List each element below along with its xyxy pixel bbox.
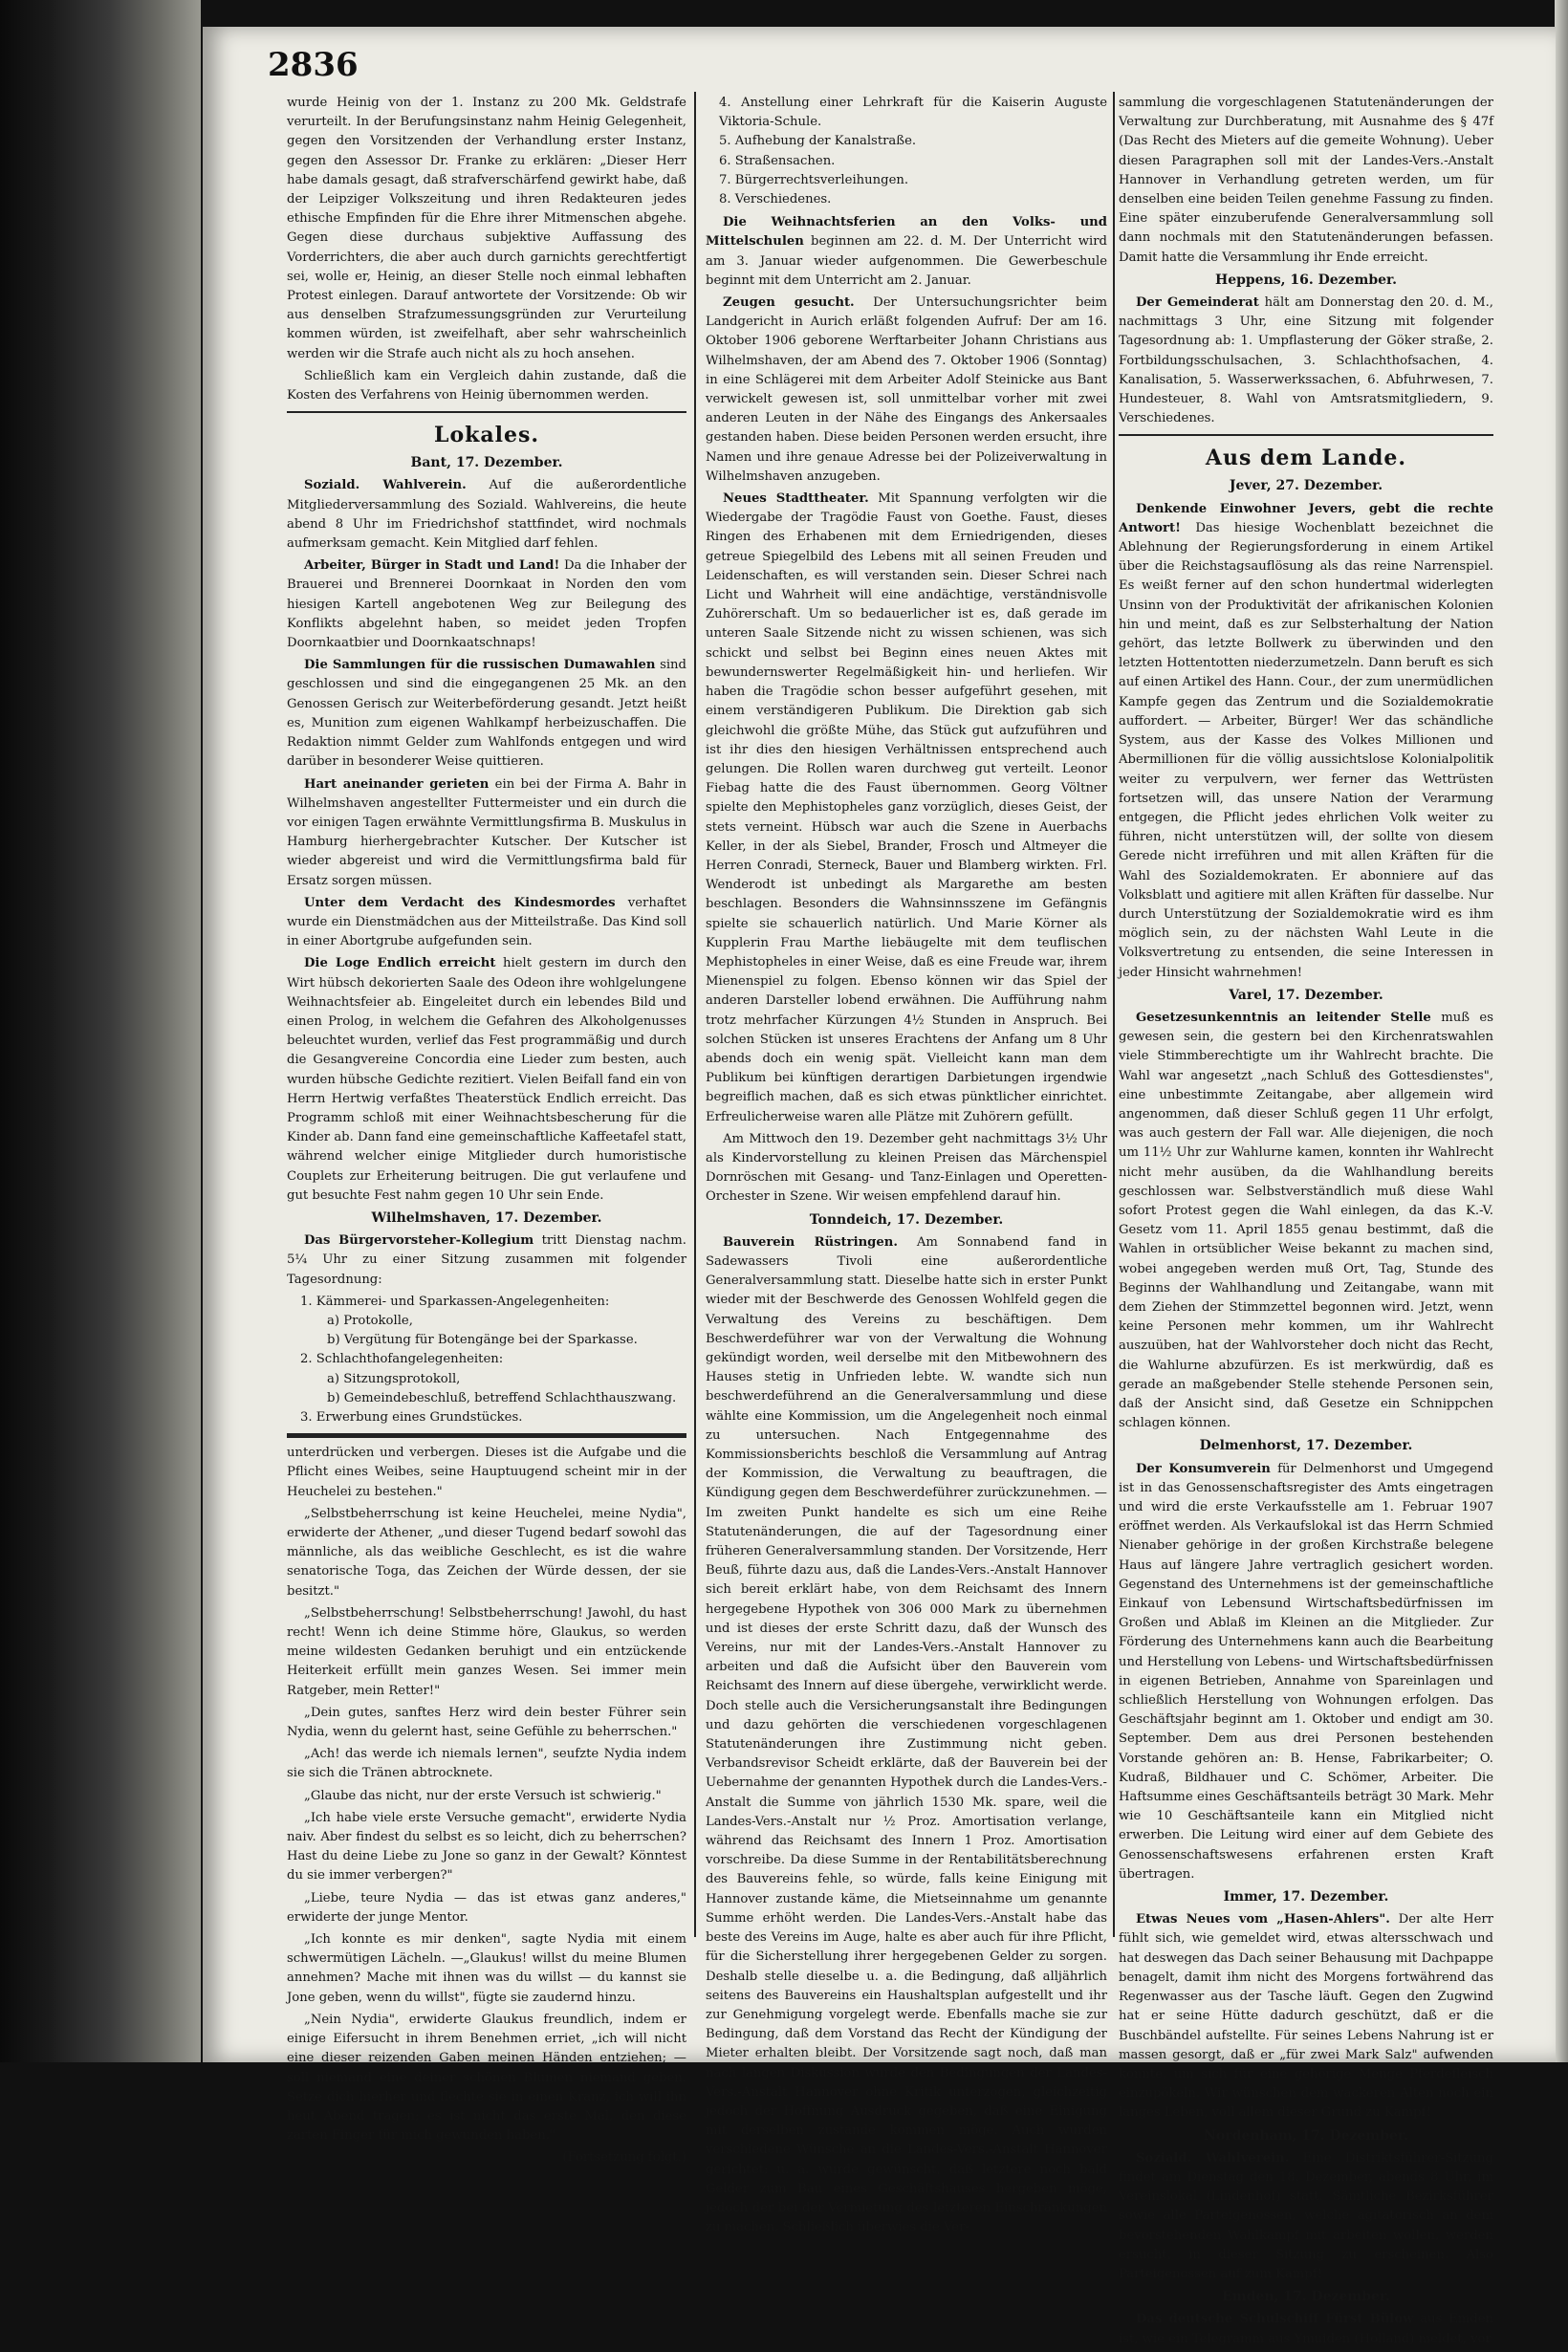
news-item-lead: Neues Stadttheater. — [723, 491, 869, 507]
news-item-lead: Die Weihnachtsferien an den Volks- und Mittelschulen — [706, 215, 1107, 250]
section-heading-aus-dem-lande: Aus dem Lande. — [1205, 446, 1407, 471]
news-item — [706, 490, 1107, 1127]
agenda-item: 2. Schlachthofangelegenheiten: — [300, 1352, 504, 1367]
divider — [287, 411, 686, 413]
column-1 — [287, 94, 686, 2168]
news-item — [287, 656, 686, 772]
article-text: Schließlich kam ein Vergleich dahin zustande, daß die Kosten des Verfahrens von Heinig übernommen werden. — [287, 368, 686, 403]
book-binding — [0, 0, 201, 2062]
feuilleton-text: „Ach! das werde ich niemals lernen", seufzte Nydia indem sie sich die Tränen abtrocknete. — [287, 1747, 686, 1781]
news-item-text: muß es gewesen sein, die gestern bei den Kirchenratswahlen viele Stimmberechtigte um ihr Wahlrecht brachte. Die Wahl war angesetzt „nach Schluß des Gottesdienstes", eine unbestimmte Zeitangabe, aber allgemein wird angenommen, daß dieser Schluß gegen 11 Uhr erfolgt, was auch gestern der Fall war. Alle diejenigen, die noch um 11½ Uhr zur Wahlurne kamen, konnten ihr Wahlrecht nicht mehr ausüben, da die Wahlhandlung bereits geschlossen war. Selbstverständlich muß diese Wahl sofort Protest gegen die Wahl einlegen, da das K.-V. Gesetz vom 11. April 1855 genau bestimmt, daß die Wahlen in ortsüblicher Weise bekannt zu machen sind, wobei angegeben werden muß Ort, Tag, Stunde des Beginns der Wahlhandlung und Zeitangabe, wann mit dem Ziehen der Stimmzettel begonnen wird. Jetzt, wenn keine Personen mehr kommen, um ihr Wahlrecht auszuüben, hat der Wahlvorsteher doch nicht das Recht, die Wahlurne abzufürzen. Es ist merkwürdig, daß es gerade an maßgebender Stelle stehende Personen sein, daß der Ansicht sind, daß Gesetze ein Schnippchen schlagen können. — [1119, 1010, 1494, 1431]
news-item-text: aus Emden ist, wie ein Telegramm aus Ymuiden (Holland) meldet, vor — [1119, 2312, 1493, 2346]
news-item-lead: Die Loge Endlich erreicht — [304, 956, 496, 971]
column-3 — [1119, 94, 1493, 2352]
news-item-text: Eine Distriktsführer-Sitzung findet am Dienstag den 18. Dezember, abends 8 Uhr, im Vereinslokal (Lindenhof) statt. Sämtliche Bezirksführer sowie alle Parteigenossen, welche agitatorisch an dem bevorstehenden Wahlkampf mit arbeiten wollen, werden ersucht, in dieser Sitzung zu erscheinen. Also Parteigenossen auf zum Kampf! — [1119, 2150, 1493, 2281]
agenda-subitem: a) Sitzungsprotokoll, — [327, 1371, 461, 1386]
news-item-text: Das hiesige Wochenblatt bezeichnet die Ablehnung der Regierungsforderung in einem Artikel über die Reichstagsauflösung als das reine Narrenspiel. Es weißt ferner auf den schon hundertmal widerlegten Unsinn von der Produktivität der afrikanischen Kolonien hin und meint, daß es zur Selbsterhaltung der Nation gehört, das letzte Bollwerk zu überwinden und den letzten Hottentotten niederzumetzeln. Dann beruft es sich auf einen Artikel des Hann. Cour., der zum unermüdlichen Kampfe gegen das Zentrum und die Sozialdemokratie auffordert. — Arbeiter, Bürger! Wer das schändliche System, aus der Kasse des Volkes Millionen und Abermillionen für die völlig aussichtslose Kolonialpolitik weiter zu verpulvern, wer ferner das Wettrüsten fortsetzen will, das unsere Nation der Verarmung entgegen, die Pflicht jedes ehrlichen Volk weiter zu führen, nicht unterstützen will, der sollte von diesem Gerede nicht irreführen und mit allen Kräften für die Wahl des Sozialdemokraten. Er abonniere auf das Volksblatt und agitiere mit allen Kräften für dasselbe. Nur durch Unterstützung der Sozialdemokratie wird es ihm möglich sein, zu der nächsten Wahl Leute in die Volksvertretung zu entsenden, die seine Interessen in jeder Hinsicht wahrnehmen! — [1119, 520, 1493, 980]
divider — [1119, 434, 1493, 436]
dateline: Jever, 27. Dezember. — [1229, 478, 1383, 494]
news-item — [1119, 2149, 1493, 2284]
column-rule — [1113, 92, 1115, 1937]
feuilleton-text: „Glaube das nicht, nur der erste Versuch ist schwierig." — [304, 1788, 662, 1803]
agenda-list — [719, 94, 1107, 209]
news-item — [706, 294, 1107, 487]
dateline: Immer, 17. Dezember. — [1223, 1889, 1389, 1906]
feuilleton-text: unterdrücken und verbergen. Dieses ist die Aufgabe und die Pflicht eines Weibes, seine Hauptuugend scheint mir in der Heuchelei zu bestehen." — [287, 1446, 686, 1499]
dateline: Wilhelmshaven, 17. Dezember. — [371, 1209, 602, 1226]
news-item — [1119, 1009, 1493, 1433]
news-item-text: Der alte Herr fühlt sich, wie gemeldet wird, etwas altersschwach und hat deswegen das Dach seiner Behausung mit Dachpappe benagelt, damit ihm nicht des Morgens fortwährend das Regenwasser aus der Tasche läuft. Gegen den Zugwind hat er seine Hütte dadurch geschützt, daß er die Buschbändel aufstellte. Für seines Lebens Nahrung ist er massen gesorgt, daß er „für zwei Mark Salz" aufwenden konnte, um sich für eine gehörige Menge Pferdefleisch einzupökeln. Wir wünschen dem wackeren Alten noch ein langes Leben, voll allem dieser Grund zu Kampf! — [1119, 1912, 1493, 2121]
news-item-text: hielt gestern im durch den Wirt hübsch dekorierten Saale des Odeon ihre wohlgelungene Weihnachtsfeier ab. Eingeleitet durch ein lebendes Bild und einen Prolog, in welchem die Gefahren des Alkoholgenusses beleuchtet wurden, verlief das Fest programmäßig und durch die Gesangvereine Concordia eine Lieder zum besten, auch wurden hübsche Gedichte rezitiert. Vielen Beifall fand ein von Herrn Hertwig verfaßtes Theaterstück Endlich erreicht. Das Programm schloß mit einer Weihnachtsbescherung für die Kinder ab. Dann fand eine gemeinschaftliche Kaffeetafel statt, während welcher einige Mitglieder durch humoristische Couplets zur Erheiterung beitrugen. Die gut verlaufene und gut besuchte Fest nahm gegen 10 Uhr sein Ende. — [287, 956, 686, 1203]
news-item-lead: Der Konsumverein — [1136, 1461, 1271, 1476]
news-item-lead: Arbeiter, Bürger in Stadt und Land! — [304, 558, 560, 574]
news-item-text: tritt Dienstag nachm. 5¼ Uhr zu einer Sitzung zusammen mit folgender Tagesordnung: — [287, 1233, 686, 1287]
news-item: Am Mittwoch den 19. Dezember geht nachmittags 3½ Uhr als Kindervorstellung zu kleinen Preisen das Märchenspiel Dornröschen mit Gesang- und Tanz-Einlagen und Operetten-Orchester in Szene. Wir weisen empfehlend darauf hin. — [706, 1131, 1107, 1205]
agenda-item: 3. Erwerbung eines Grundstückes. — [300, 1410, 523, 1425]
news-item-text: Auf die außerordentliche Mitgliederversammlung des Soziald. Wahlvereins, die heute abend 8 Uhr im Friedrichshof stattfindet, wird nochmals aufmerksam gemacht. Kein Mitglied darf fehlen. — [287, 478, 686, 552]
news-item-lead: Das deutsche Schulschiff Fürst Bülow — [1136, 2312, 1414, 2327]
feuilleton-text: „Ich habe viele erste Versuche gemacht", erwiderte Nydia naiv. Aber findest du selbst es so leicht, dich zu beherrschen? Hast du deine Liebe zu Jone so ganz in der Gewalt? Könntest du sie immer verbergen?" — [287, 1810, 686, 1884]
agenda-item: 7. Bürgerrechtsverleihungen. — [719, 172, 909, 187]
column-2 — [706, 94, 1107, 2240]
news-item-lead: Die Sammlungen für die russischen Dumawahlen — [304, 658, 656, 673]
dateline: Emden, 17. Dezember. — [1222, 2289, 1390, 2305]
agenda-list — [300, 1293, 686, 1427]
news-item — [287, 894, 686, 952]
page-number: 2836 — [268, 46, 359, 84]
news-item — [287, 1231, 686, 1290]
dateline: Varel, 17. Dezember. — [1229, 987, 1383, 1003]
news-item-lead: Zeugen gesucht. — [723, 295, 855, 311]
dateline: Nordenham, 17. Dezember. — [1204, 2127, 1408, 2144]
agenda-item: 4. Anstellung einer Lehrkraft für die Kaiserin Auguste Viktoria-Schule. — [719, 96, 1107, 130]
news-item-lead: Hart aneinander gerieten — [304, 776, 490, 792]
continuation-note: (Fortsetzung folgt.) — [562, 2150, 686, 2166]
news-item — [287, 954, 686, 1206]
news-item-text: ein bei der Firma A. Bahr in Wilhelmshaven angestellter Futtermeister und ein durch die vor einigen Tagen erwähnte Vermittlungsfirma B. Muskulus in Hamburg hierhergebrachter Kutscher. Der Kutscher ist wieder abgereist und wird die Vermittlungsfirma bald für Ersatz sorgen müssen. — [287, 776, 686, 888]
agenda-subitem: b) Vergütung für Botengänge bei der Sparkasse. — [327, 1333, 638, 1348]
news-item-lead: Das Bürgervorsteher-Kollegium — [304, 1233, 534, 1249]
agenda-item: 1. Kämmerei- und Sparkassen-Angelegenheiten: — [300, 1294, 610, 1309]
feuilleton-text: „Selbstbeherrschung ist keine Heuchelei, meine Nydia", erwiderte der Athener, „und dieser Tugend bedarf sowohl das männliche, als das weibliche Geschlecht, es ist die wahre senatorische Toga, das Zeichen der Würde dessen, der sie besitzt." — [287, 1506, 686, 1599]
news-item — [706, 1233, 1107, 2238]
news-item-lead: Soziald. Wahlverein. — [304, 478, 467, 493]
feuilleton-divider — [287, 1433, 686, 1438]
agenda-subitem: a) Protokolle, — [327, 1313, 413, 1328]
news-item-text: Mit Spannung verfolgten wir die Wiedergabe der Tragödie Faust von Goethe. Faust, dieses Ringen des Erhabenen mit dem Erniedrigenden, dieses getreue Spiegelbild des Lebens mit all seinen Freuden und Leidenschaften, es will verstanden sein. Dieser Schrei nach Licht und Wahrheit will eine andächtige, verständnisvolle Zuhörerschaft. Um so bedauerlicher ist es, daß gerade im unteren Saale Sitzende nicht zu wissen schienen, was sich schickt und selbst bei Beginn eines neuen Aktes mit bewundernswerter Regelmäßigkeit hin- und herliefen. Wir haben die Tragödie schon besser aufgeführt gesehen, mit einem verständigeren Publikum. Die Direktion gab sich gleichwohl die größte Mühe, das Stück gut aufzuführen und ist ihr dies den hiesigen Verhältnissen entsprechend auch gelungen. Die Rollen waren durchweg gut verteilt. Leonor Fiebag hatte die des Faust übernommen. Georg Völtner spielte den Mephistopheles ganz vorzüglich, dieses Geist, der stets verneint. Hübsch war auch die Szene in Auerbachs Keller, in der als Siebel, Brander, Frosch und Altmeyer die Herren Conradi, Sterneck, Bauer und Blamberg wirkten. Frl. Wenderodt ist unbedingt als Margarethe am besten beschlagen. Besonders die Wahnsinnsszene im Gefängnis spielte sie schauerlich natürlich. Und Marie Körner als Kupplerin Frau Marthe liebäugelte mit dem teuflischen Mephistopheles in einer Weise, daß es eine Freude war, ihrem Mienenspiel zu folgen. Ebenso können wir das Spiel der anderen Darsteller lobend erwähnen. Die Aufführung nahm trotz mehrfacher Kürzungen 4½ Stunden in Anspruch. Bei solchen Stücken ist unseres Erachtens der Anfang um 8 Uhr abends doch ein wenig spät. Vielleicht kann man dem Publikum bei künftigen derartigen Darbietungen irgendwie begreiflich machen, daß es sich etwas pünktlicher einrichtet. Erfreulicherweise waren alle Plätze mit Zuhörern gefüllt. — [706, 491, 1107, 1124]
news-item-lead: Gesetzesunkenntnis an leitender Stelle — [1136, 1010, 1431, 1025]
news-item — [1119, 2310, 1493, 2348]
feuilleton-text: „Liebe, teure Nydia — das ist etwas ganz anderes," erwiderte der junge Mentor. — [287, 1890, 686, 1925]
news-item — [1119, 294, 1493, 428]
news-item-text: hält am Donnerstag den 20. d. M., nachmittags 3 Uhr, eine Sitzung mit folgender Tagesordnung ab: 1. Umpflasterung der Göker straße, 2. Fortbildungsschulsachen, 3. Schlachthofsachen, 4. Kanalisation, 5. Wasserwerkssachen, 6. Abfuhrwesen, 7. Hundesteuer, 8. Wahl von Amtsratsmitgliedern, 9. Verschiedenes. — [1119, 295, 1494, 426]
dateline: Delmenhorst, 17. Dezember. — [1199, 1438, 1413, 1454]
news-item — [706, 213, 1107, 291]
article-text: sammlung die vorgeschlagenen Statutenänderungen der Verwaltung zur Durchberatung, mit Ausnahme des § 47f (Das Recht des Mieters auf die gemeite Wohnung). Ueber diesen Paragraphen soll mit der Landes-Vers.-Anstalt Hannover in Verhandlung getreten werden, um für denselben eine beiden Teilen genehme Fassung zu finden. Eine später einzuberufende Generalversammlung soll dann nochmals mit den Statutenänderungen befassen. Damit hatte die Versammlung ihr Ende erreicht. — [1119, 96, 1493, 265]
agenda-subitem: b) Gemeindebeschluß, betreffend Schlachthauszwang. — [327, 1390, 677, 1405]
page-edge — [1555, 0, 1568, 2062]
news-item — [287, 556, 686, 653]
agenda-item: 5. Aufhebung der Kanalstraße. — [719, 134, 917, 149]
news-item-text: Der Untersuchungsrichter beim Landgericht in Aurich erläßt folgenden Aufruf: Der am 16. Oktober 1906 geborene Werftarbeiter Johann Christians aus Wilhelmshaven, der am Abend des 7. Oktober 1906 (Sonntag) in eine Schlägerei mit dem Arbeiter Adolf Steinicke aus Bant verwickelt gewesen ist, soll unmittelbar vorher mit zwei anderen Leuten in der Nähe des Eingangs des Ankersaales gestanden haben. Diese beiden Personen werden ersucht, ihre Namen und ihre genaue Adresse bei der Polizeiverwaltung in Wilhelmshaven anzugeben. — [706, 295, 1107, 484]
feuilleton-text: „Dein gutes, sanftes Herz wird dein bester Führer sein Nydia, wenn du gelernt hast, seine Gefühle zu beherrschen." — [287, 1705, 686, 1740]
feuilleton-text: „Nein Nydia", erwiderte Glaukus freundlich, indem er einige Eifersucht in ihrem Benehmen erriet, „ich will nicht eine dieser reizenden Gaben meinen Händen entziehen; — soll niemand eine deiner schönen Blumen niemand geben. Setze dich hierher und flechte sie in einen Kranz, ich will ihn heut Abend tragen; es ist nicht das erste Mal, den diese zarten Finger für mich gewunden haben." — [287, 2012, 686, 2144]
news-item-lead: Unter dem Verdacht des Kindesmordes — [304, 895, 616, 910]
news-item — [1119, 1460, 1493, 1884]
news-item — [1119, 500, 1493, 983]
news-item-lead: Bauverein Rüstringen. — [723, 1234, 898, 1250]
news-item-lead: Soziald. Wahlverein. — [1136, 2150, 1290, 2166]
news-item-lead: Etwas Neues vom „Hasen-Ahlers". — [1136, 1912, 1390, 1927]
feuilleton-text: „Ich konnte es mir denken", sagte Nydia mit einem schwermütigen Lächeln. —„Glaukus! willst du meine Blumen annehmen? Mache mit ihnen was du willst — du kannst sie Jone geben, wenn du willst", fügte sie zaudernd hinzu. — [287, 1932, 686, 2005]
news-item-text: sind geschlossen und sind die eingegangenen 25 Mk. an den Genossen Gerisch zur Weiterbeförderung gesandt. Jetzt heißt es, Munition zum eigenen Wahlkampf herbeizuschaffen. Die Redaktion nimmt Gelder zum Wahlfonds entgegen und wird darüber in besonderer Weise quittieren. — [287, 658, 686, 770]
news-item — [287, 476, 686, 554]
dateline: Bant, 17. Dezember. — [410, 455, 563, 471]
news-item-text: verhaftet wurde ein Dienstmädchen aus der Mitteilstraße. Das Kind soll in einer Abortgrube aufgefunden sein. — [287, 895, 686, 949]
news-item — [1119, 1910, 1493, 2123]
news-item-text: Am Sonnabend fand in Sadewassers Tivoli eine außerordentliche Generalversammlung statt. Dieselbe hatte sich in erster Punkt wieder mit der Beschwerde des Genossen Wohlfeld gegen die Verwaltung des Vereins zu beschäftigen. Dem Beschwerdeführer war von der Verwaltung die Wohnung gekündigt worden, weil derselbe mit den Mitbewohnern des Hauses stetig in Unfrieden lebte. W. wandte sich nun beschwerdeführend an die Generalversammlung und diese wählte eine Kommission, um die Angelegenheit noch einmal zu untersuchen. Nach Entgegennahme des Kommissionsberichts beschloß die Versammlung auf Antrag der Kommission, die Verwaltung zu beauftragen, die Kündigung gegen dem Beschwerdeführer zurückzunehmen. — Im zweiten Punkt handelte es sich um eine Reihe Statutenänderungen, die auf der Tagesordnung einer früheren Generalversammlung standen. Der Vorsitzende, Herr Beuß, führte dazu aus, daß die Landes-Vers.-Anstalt Hannover sich bereit erklärt habe, von dem Reichsamt des Innern hergegebene Hypothek von 306 000 Mark zu übernehmen und ist dieses der erste Schritt dazu, daß der Wunsch des Vereins, nur mit der Landes-Vers.-Anstalt Hannover zu arbeiten und daß die Aufsicht über den Bauverein vom Reichsamt des Innern auf diese übergehe, verwirklicht werde. Doch stelle auch die Versicherungsanstalt ihre Bedingungen und dazu gehörten die verschiedenen vorgeschlagenen Statutenänderungen ihre Zustimmung nicht geben. Verbandsrevisor Scheidt erklärte, daß der Bauverein bei der Uebernahme der genannten Hypothek durch die Landes-Vers.-Anstalt die Summe von jährlich 1530 Mk. spare, weil die Landes-Vers.-Anstalt nur ½ Proz. Amortisation verlange, während das Reichsamt des Innern 1 Proz. Amortisation vorschreibe. Da diese Summe in der Rentabilitätsberechnung des Bauvereins fehle, so würde, falls keine Einigung mit Hannover zustande käme, die Mietseinnahme um genannte Summe erhöht werden. Die Landes-Vers.-Anstalt habe das beste des Vereins im Auge, halte es aber auch für ihre Pflicht, für die Sicherstellung ihrer hergegebenen Gelder zu sorgen. Deshalb stelle dieselbe u. a. die Bedingung, daß alljährlich seitens des Bauvereins ein Haushaltsplan aufgestellt und ihr zur Genehmigung vorgelegt werde. Ebenfalls mache sie zur Bedingung, daß dem Vorstand das Recht der Kündigung der Mieter erhalten bleibt. Der Vorsitzende sagt noch, daß man nach langen Diskussion wurde den Bedingungen der Landes-Vers.-Anstalt Hannover ohne Kritik unterzogen, gleichzeitig jedoch der Hoffnung Ausdruck gegeben, daß eine Einigung mit derselben zustande kommen möge. Auch wurden verschiedene Wünsche an die Landes-Vers.-Anstalt Hannover gerichtet; u. a. wurde gewünscht, daß letztere noch bald Gelder zum Bau eines Geschäftshauses hergeben möge, jedoch der bei der Vermietung des letzteren Einschränkungen zu machen. Schließlich überwies die Ver- — [706, 1234, 1107, 2235]
news-item-text: für Delmenhorst und Umgegend ist in das Genossenschaftsregister des Amts eingetragen und wird die erste Verkaufsstelle am 1. Februar 1907 eröffnet werden. Als Verkaufslokal ist das Herrn Schmied Nienaber gehörige in der großen Kirchstraße belegene Haus auf längere Jahre vertraglich gesichert worden. Gegenstand des Unternehmens ist der gemeinschaftliche Einkauf von Lebensund Wirtschaftsbedürfnissen im Großen und Ablaß im Kleinen an die Mitglieder. Zur Förderung des Unternehmens kann auch die Bearbeitung und Herstellung von Lebens- und Wirtschaftsbedürfnissen in eigenen Betrieben, Annahme von Spareinlagen und schließlich Herstellung von Wohnungen erfolgen. Das Geschäftsjahr beginnt am 1. Oktober und endigt am 30. September. Dem aus drei Personen bestehenden Vorstande gehören an: B. Hense, Fabrikarbeiter; O. Kudraß, Bildhauer und C. Schömer, Arbeiter. Die Haftsumme eines Geschäftsanteils beträgt 30 Mark. Mehr wie 10 Geschäftsanteile kann ein Mitglied nicht erwerben. Die Leitung wird einer auf dem Gebiete des Genossenschaftswesens erfahrenen ersten Kraft übertragen. — [1119, 1461, 1493, 1882]
feuilleton-text: „Selbstbeherrschung! Selbstbeherrschung! Jawohl, du hast recht! Wenn ich deine Stimme höre, Glaukus, so werden meine wildesten Gedanken beruhigt und ein entzückende Heiterkeit erfüllt mein ganzes Wesen. Sei immer mein Ratgeber, mein Retter!" — [287, 1605, 686, 1698]
dateline: Heppens, 16. Dezember. — [1214, 272, 1398, 288]
dateline: Tonndeich, 17. Dezember. — [809, 1211, 1004, 1228]
agenda-item: 6. Straßensachen. — [719, 153, 836, 168]
news-item — [287, 775, 686, 891]
news-item-text: beginnen am 22. d. M. Der Unterricht wird am 3. Januar wieder aufgenommen. Die Gewerbeschule beginnt mit dem Unterricht am 2. Januar. — [706, 234, 1107, 288]
section-heading-lokales: Lokales. — [433, 423, 540, 448]
column-rule — [694, 92, 696, 1937]
news-item-lead: Der Gemeinderat — [1136, 295, 1259, 311]
agenda-item: 8. Verschiedenes. — [719, 192, 832, 207]
news-item-text: Da die Inhaber der Brauerei und Brennerei Doornkaat in Norden den vom hiesigen Kartell angebotenen Weg zur Beilegung des Konflikts abgelehnt haben, so meidet jeden Tropfen Doornkaatbier und Doornkaatschnaps! — [287, 558, 686, 651]
news-item-lead: Denkende Einwohner Jevers, gebt die rechte Antwort! — [1119, 501, 1493, 535]
article-text: wurde Heinig von der 1. Instanz zu 200 Mk. Geldstrafe verurteilt. In der Berufungsinstanz nahm Heinig Gelegenheit, gegen den Vorsitzenden der Verhandlung erster Instanz, gegen den Assessor Dr. Franke zu erklären: „Dieser Herr habe damals gesagt, daß strafverschärfend gewirkt habe, daß der Leipziger Volkszeitung und ihren Redakteuren jedes ethische Empfinden für die Ehre ihrer Mitmenschen abgehe. Gegen diese durchaus subjektive Auffassung des Vorderrichters, die aber auch durch garnichts gerechtfertigt sei, wolle er, Heinig, an dieser Stelle noch einmal lebhaften Protest einlegen. Darauf antwortete der Vorsitzende: Ob wir aus denselben Strafzumessungsgründen zur Verurteilung kommen würden, ist zweifelhaft, aber sehr wahrscheinlich werden wir die Strafe auch nicht als zu hoch ansehen. — [287, 96, 686, 361]
